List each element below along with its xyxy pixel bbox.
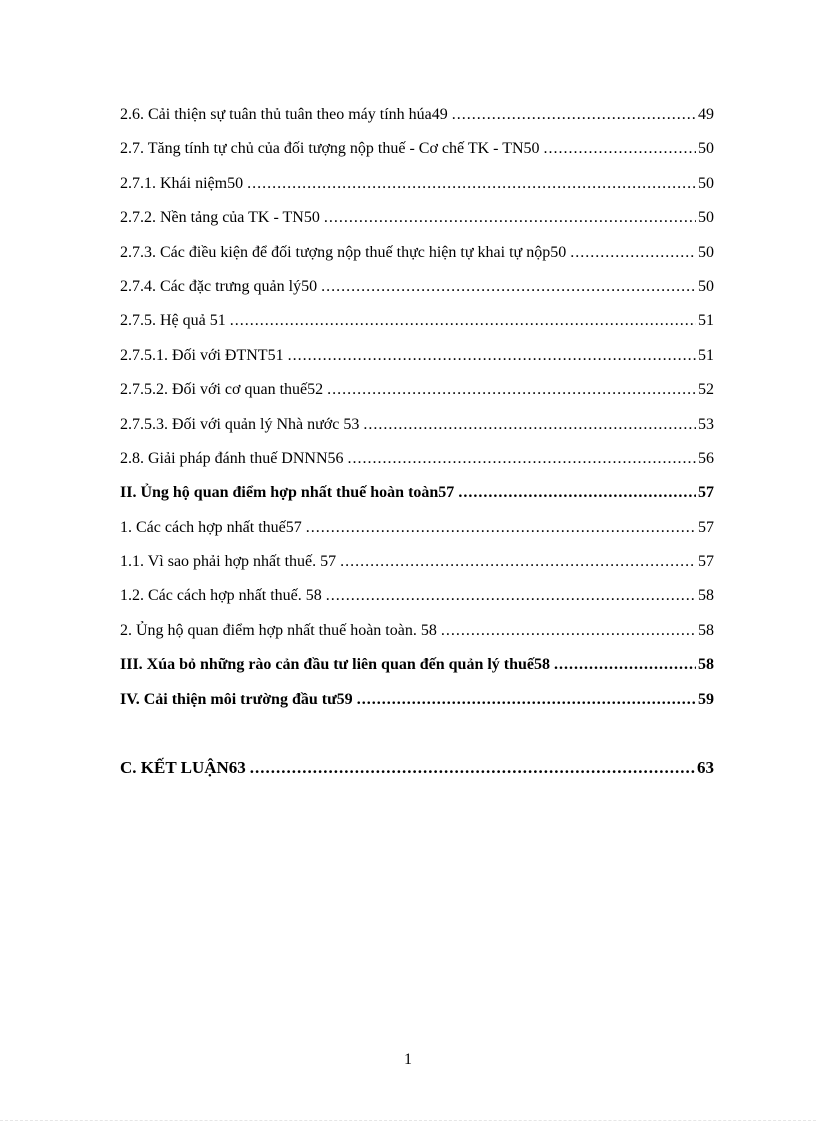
toc-entry-title: 2.7.5.1. Đối với ĐTNT51 [120,346,284,364]
toc-entry-title: 2.7.2. Nền tảng của TK - TN50 [120,209,320,227]
toc-entry-page: 52 [698,381,714,399]
toc-entry-title: 1.1. Vì sao phải hợp nhất thuế. 57 [120,553,337,571]
toc-entry-section[interactable] [120,653,714,687]
toc-entry-title: 2.7.1. Khái niệm50 [120,174,244,192]
toc-entry[interactable] [120,447,714,481]
toc-entry-title: 1.2. Các cách hợp nhất thuế. 58 [120,587,322,605]
toc-entry-page: 50 [698,209,714,227]
toc-dot-leader [288,344,696,368]
toc-entry-page: 63 [697,758,714,778]
toc-entry-page: 59 [698,690,714,708]
toc-entry-section[interactable] [120,688,714,722]
toc-entry[interactable] [120,413,714,447]
toc-dot-leader [230,309,696,333]
toc-entry-title: 2.7.5.3. Đối với quản lý Nhà nước 53 [120,415,360,433]
toc-entry-page: 57 [698,518,714,536]
toc-entry-page: 51 [698,346,714,364]
toc-entry-conclusion[interactable] [120,756,714,790]
toc-dot-leader [321,275,696,299]
toc-entry-page: 51 [698,312,714,330]
toc-entry[interactable] [120,137,714,171]
page-number: 1 [404,1051,412,1068]
toc-dot-leader [327,378,696,402]
toc-entry-section[interactable] [120,481,714,515]
toc-entry-title: 2.7.5.2. Đối với cơ quan thuế52 [120,381,324,399]
toc-entry[interactable] [120,275,714,309]
toc-entry-page: 50 [698,243,714,261]
toc-entry[interactable] [120,619,714,653]
toc-dot-leader [247,172,696,196]
toc-entry[interactable] [120,584,714,618]
toc-entry-page: 56 [698,449,714,467]
toc-entry[interactable] [120,378,714,412]
toc-dot-leader [326,584,696,608]
toc-entry-page: 50 [698,174,714,192]
toc-entry-page: 53 [698,415,714,433]
toc-entry-page: 58 [698,621,714,639]
toc-dot-leader [306,516,696,540]
toc-entry-title: 2.6. Cải thiện sự tuân thủ tuân theo máy tính húa49 [120,106,448,123]
toc-entry-page: 49 [698,106,714,123]
toc-entry-title: 2.7.4. Các đặc trưng quản lý50 [120,277,318,295]
toc-entry-title: 2.7.3. Các điều kiện để đối tượng nộp thuế thực hiện tự khai tự nộp50 [120,243,567,261]
toc-entry-page: 58 [698,656,714,674]
toc-dot-leader [458,481,696,505]
toc-entry-page: 50 [698,140,714,158]
toc-dot-leader [357,688,696,712]
toc-entry[interactable] [120,241,714,275]
toc-entry[interactable] [120,344,714,378]
toc-entry-page: 50 [698,277,714,295]
toc-entry-page: 57 [698,484,714,502]
toc-entry-page: 57 [698,553,714,571]
toc-entry-title: IV. Cải thiện môi trường đầu tư59 [120,690,353,708]
toc-dot-leader [452,103,696,127]
toc-entry[interactable] [120,172,714,206]
toc-dot-leader [363,413,696,437]
table-of-contents [120,103,714,790]
toc-entry-title: C. KẾT LUẬN63 [120,758,246,778]
toc-entry-title: 2.7. Tăng tính tự chủ của đối tượng nộp thuế - Cơ chế TK - TN50 [120,140,540,158]
toc-entry-title: 2.7.5. Hệ quả 51 [120,312,226,330]
toc-entry-title: 1. Các cách hợp nhất thuế57 [120,518,302,536]
toc-dot-leader [544,137,696,161]
toc-dot-leader [324,206,696,230]
toc-entry-title: 2.8. Giải pháp đánh thuế DNNN56 [120,449,344,467]
toc-entry[interactable] [120,516,714,550]
toc-dot-leader [348,447,696,471]
toc-entry[interactable] [120,309,714,343]
page-bottom-divider [0,1120,816,1121]
toc-dot-leader [250,756,695,780]
toc-dot-leader [554,653,696,677]
toc-dot-leader [441,619,696,643]
toc-entry-title: III. Xúa bỏ những rào cản đầu tư liên quan đến quản lý thuế58 [120,656,551,674]
toc-entry-title: II. Ủng hộ quan điểm hợp nhất thuế hoàn toàn57 [120,484,455,502]
toc-entry[interactable] [120,550,714,584]
toc-entry[interactable] [120,206,714,240]
toc-dot-leader [570,241,696,265]
toc-dot-leader [340,550,696,574]
toc-entry[interactable] [120,103,714,137]
toc-entry-page: 58 [698,587,714,605]
toc-entry-title: 2. Ủng hộ quan điểm hợp nhất thuế hoàn toàn. 58 [120,621,437,639]
